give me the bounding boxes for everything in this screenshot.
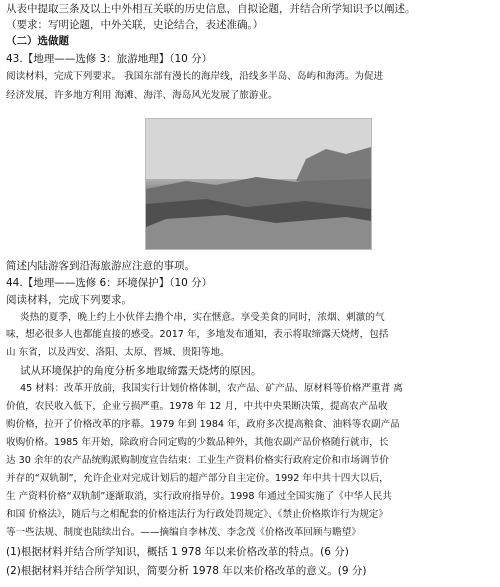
- q43-text-1: 阅读材料，完成下列要求。 我国东部有漫长的海岸线，沿线多半岛、岛屿和海湾。为促进: [6, 71, 384, 82]
- coastline-photo: [145, 118, 372, 250]
- q44-text-1: 阅读材料，完成下列要求。: [6, 294, 132, 306]
- q45-text-9: 等一些法规、制度也陆续出台。——摘编自李林茂、李念茂《价格改革回顾与瞻望》: [6, 527, 361, 538]
- q43-prompt: 简述内陆游客到沿海旅游应注意的事项。: [6, 260, 195, 272]
- q44-text-4: 山 东省，以及西安、洛阳、太原、晋城、贵阳等地。: [6, 347, 230, 358]
- q44-text-3: 味，想必很多人也都能直接的感受。2017 年，多地发布通知，表示将取缔露天烧烤，包括: [6, 329, 389, 340]
- q45-text-8: 和国 价格法》，随后与之相配套的价格违法行为行政处罚规定》、《禁止价格欺诈行为规定》: [6, 509, 388, 520]
- line-2: （要求：写明论题，中外关联，史论结合，表述准确。）: [6, 19, 264, 31]
- q45-text-7: 生 产资料价格“双轨制”逐渐取消，实行政府指导价。1998 年通过全国实施了《中华人民共: [6, 491, 392, 502]
- question-44-title: 44.【地理——选修 6：环境保护】（10 分）: [6, 277, 213, 289]
- q45-text-2: 价值，农民收入低下，企业亏损严重。1978 年 12 月，中共中央果断决策，提高农产品收: [6, 401, 388, 412]
- line-1: 从表中提取三条及以上中外相互关联的历史信息，自拟论题，并结合所学知识予以阐述。: [6, 3, 416, 15]
- q44-prompt: 试从环境保护的角度分析多地取缔露天烧烤的原因。: [20, 365, 262, 377]
- q43-text-2: 经济发展，许多地方利用 海滩、海洋、海岛风光发展了旅游业。: [6, 90, 278, 101]
- question-43-title: 43.【地理——选修 3：旅游地理】（10 分）: [6, 53, 213, 65]
- q45-text-5: 达 30 余年的农产品统购派购制度宣告结束：工业生产资料价格实行政府定价和市场调节价: [6, 455, 389, 466]
- section-heading: （二）选做题: [6, 35, 69, 47]
- q45-sub-1: (1)根据材料并结合所学知识，概括 1 978 年以来价格改革的特点。(6 分): [6, 546, 349, 558]
- q45-sub-2: (2)根据材料并结合所学知识，简要分析 1978 年以来价格改革的意义。(9 分): [6, 565, 367, 577]
- q45-text-1: 45 材料：改革开放前，我国实行计划价格体制，农产品、矿产品、原材料等价格严重背 离: [20, 383, 403, 394]
- q45-text-6: 并存的“双轨制”，允许企业对完成计划后的超产部分自主定价。1992 年中共十四大以后，: [6, 473, 389, 484]
- q44-text-2: 炎热的夏季，晚上约上小伙伴去撸个串，实在惬意。享受美食的同时，浓烟、刺激的气: [20, 312, 385, 323]
- q45-text-3: 购价格，拉开了价格改革的序幕。1979 年到 1984 年，政府多次提高粮食、油料等农副产品: [6, 419, 400, 430]
- q45-text-4: 收购价格。1985 年开始，除政府合同定购的少数品种外，其他农副产品价格随行就市，长: [6, 437, 389, 448]
